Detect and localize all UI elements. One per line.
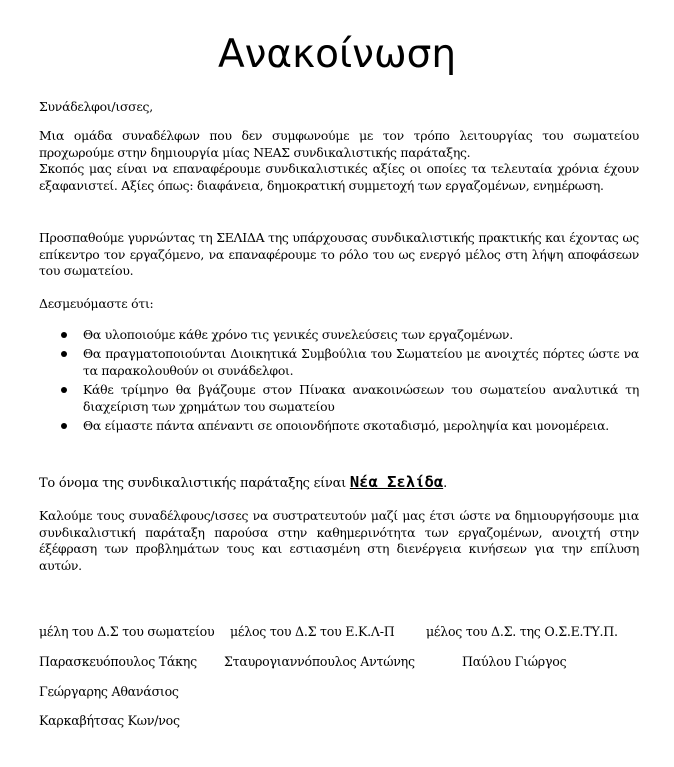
faction-name: Νέα Σελίδα xyxy=(349,473,444,491)
page-title: Ανακοίνωση xyxy=(217,32,457,77)
signature-role-osetyp: μέλος του Δ.Σ. της Ο.Σ.Ε.ΤΥ.Π. xyxy=(426,624,618,639)
faction-name-line xyxy=(39,472,639,494)
commitment-text: Θα πραγματοποιούνται Διοικητικά Συμβούλια του Σωματείου με ανοιχτές πόρτες ώστε να τα παρακολουθούν οι συνάδελφοι. xyxy=(83,346,639,378)
signature-name: Παύλου Γιώργος xyxy=(462,654,567,669)
paragraph-goal: Σκοπός μας είναι να επαναφέρουμε συνδικαλιστικές αξίες οι οποίες τα τελευταία χρόνια έχουν εξαφανιστεί. Αξίες όπως: διαφάνεια, δημοκρατική συμμετοχή των εργαζομένων, ενημέρωση. xyxy=(39,161,639,193)
signature-name: Σταυρογιαννόπουλος Αντώνης xyxy=(224,654,415,669)
bullet-icon xyxy=(61,423,67,429)
greeting: Συνάδελφοι/ισσες, xyxy=(39,99,153,114)
bullet-icon xyxy=(61,387,67,393)
commitments-intro: Δεσμευόμαστε ότι: xyxy=(39,296,154,311)
bullet-icon xyxy=(61,351,67,357)
signature-name: Παρασκευόπουλος Τάκης xyxy=(39,654,197,669)
list-item xyxy=(39,345,639,379)
paragraph-call: Καλούμε τους συναδέλφους/ισσες να συστρατευτούν μαζί μας έτσι ώστε να δημιουργήσουμε μια συνδικαλιστική παράταξη παρούσα στην καθημερινότητα των εργαζομένων, ανοιχτή στην έξέφραση των προβλημάτων τους και εστιασμένη στη διενέργεια κινήσεων για την επίλυση αυτών. xyxy=(39,508,639,573)
list-item xyxy=(39,417,639,434)
signature-role-ekl: μέλος του Δ.Σ του Ε.Κ.Λ-Π xyxy=(230,624,395,639)
bullet-icon xyxy=(61,332,67,338)
signature-role-board: μέλη του Δ.Σ του σωματείου xyxy=(39,624,215,639)
commitments-list xyxy=(39,326,639,436)
signature-name: Γεώργαρης Αθανάσιος xyxy=(39,684,179,699)
commitment-text: Κάθε τρίμηνο θα βγάζουμε στον Πίνακα ανακοινώσεων του σωματείου αναλυτικά τη διαχείριση των χρημάτων του σωματείου xyxy=(83,382,639,414)
list-item xyxy=(39,381,639,415)
signature-name: Καρκαβήτσας Κων/νος xyxy=(39,713,180,728)
commitment-text: Θα υλοποιούμε κάθε χρόνο τις γενικές συνελεύσεις των εργαζομένων. xyxy=(83,327,513,342)
faction-prefix: Το όνομα της συνδικαλιστικής παράταξης είναι xyxy=(39,476,350,491)
paragraph-effort: Προσπαθούμε γυρνώντας τη ΣΕΛΙΔΑ της υπάρχουσας συνδικαλιστικής πρακτικής και έχοντας ως επίκεντρο τον εργαζόμενο, να επαναφέρουμε το ρόλο του ως ενεργό μέλος στη λήψη αποφάσεων του σωματείου. xyxy=(39,230,639,278)
paragraph-intro: Μια ομάδα συναδέλφων που δεν συμφωνούμε με τον τρόπο λειτουργίας του σωματείου προχωρούμε στην δημιουργία μίας ΝΕΑΣ συνδικαλιστικής παράταξης. xyxy=(39,128,639,160)
list-item xyxy=(39,326,639,343)
commitment-text: Θα είμαστε πάντα απέναντι σε οποιονδήποτε σκοταδισμό, μεροληψία και μονομέρεια. xyxy=(83,418,609,433)
faction-suffix: . xyxy=(443,476,448,491)
